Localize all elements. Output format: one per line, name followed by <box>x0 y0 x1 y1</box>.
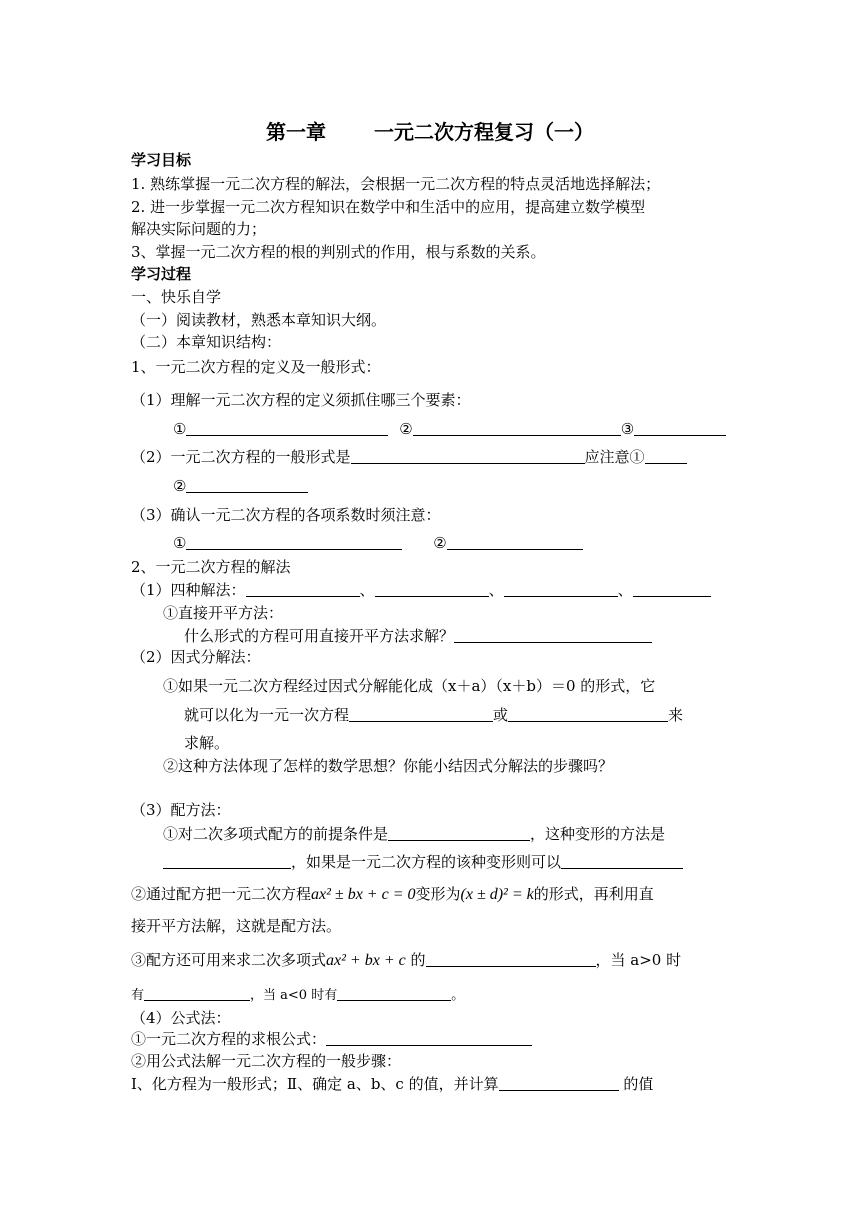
blank-element-2[interactable] <box>413 419 621 436</box>
part-2-3e: ③配方还可用来求二次多项式ax² + bx + c 的 ，当 a>0 时 <box>131 951 682 969</box>
blank-method-2[interactable] <box>375 580 489 597</box>
part-2-3d: 接开平方法解，这就是配方法。 <box>131 917 342 935</box>
blank-element-1[interactable] <box>186 419 388 436</box>
part-2-1b: 什么形式的方程可用直接开平方法求解？ <box>184 626 652 646</box>
blank-transform[interactable] <box>561 852 683 869</box>
note-2-row: ② <box>173 476 308 496</box>
blank-method-3[interactable] <box>504 580 618 597</box>
blank-extremum[interactable] <box>426 950 596 967</box>
process-heading: 学习过程 <box>131 265 192 283</box>
part-1-3: （3）确认一元二次方程的各项系数时须注意： <box>131 506 441 524</box>
part-2-3a: ①对二次多项式配方的前提条件是 ，这种变形的方法是 <box>163 825 666 843</box>
coef-row: ① ② <box>173 533 583 553</box>
elements-row: ① ② ③ <box>173 419 726 439</box>
blank-coef-2[interactable] <box>447 533 583 550</box>
part-2-4: （4）公式法： <box>131 1009 231 1027</box>
blank-note-1[interactable] <box>645 447 687 464</box>
goal-2a: 2. 进一步掌握一元二次方程知识在数学中和生活中的应用，提高建立数学模型 <box>131 198 646 216</box>
equation-general: ax² ± bx + c = 0 <box>311 886 416 903</box>
part-1-2: （2）一元二次方程的一般形式是 应注意① <box>131 447 687 467</box>
part-2-2b: 就可以化为一元一次方程 或 来 <box>184 706 684 724</box>
part-2-1a: ①直接开平方法： <box>163 604 284 622</box>
section-1-2: （二）本章知识结构： <box>131 333 282 351</box>
part-1: 1、一元二次方程的定义及一般形式： <box>131 358 381 376</box>
goals-heading: 学习目标 <box>131 151 192 169</box>
blank-precondition[interactable] <box>388 824 530 841</box>
part-2-3b: ，如果是一元二次方程的该种变形则可以 <box>163 852 683 872</box>
part-2-1: （1）四种解法： 、 、 、 <box>131 580 711 600</box>
blank-method-1[interactable] <box>246 580 360 597</box>
section-1-1: （一）阅读教材，熟悉本章知识大纲。 <box>131 311 387 329</box>
goal-3: 3、掌握一元二次方程的根的判别式的作用，根与系数的关系。 <box>131 243 546 261</box>
blank-method-4[interactable] <box>633 580 711 597</box>
chapter-title: 一元二次方程复习（一） <box>374 120 594 144</box>
part-2-2c: 求解。 <box>184 734 230 752</box>
part-2-4a: ①一元二次方程的求根公式： <box>131 1029 532 1049</box>
section-1: 一、快乐自学 <box>131 288 222 306</box>
blank-method-name[interactable] <box>163 852 291 869</box>
blank-discriminant[interactable] <box>499 1074 619 1091</box>
goal-2b: 解决实际问题的力； <box>131 220 267 238</box>
goal-1: 1. 熟练掌握一元二次方程的解法，会根据一元二次方程的特点灵活地选择解法； <box>131 175 661 193</box>
blank-element-3[interactable] <box>634 419 726 436</box>
part-2-2a: ①如果一元二次方程经过因式分解能化成（x＋a）（x＋b）＝0 的形式，它 <box>163 677 656 695</box>
blank-min[interactable] <box>144 984 250 1001</box>
part-2-4c: Ⅰ、化方程为一般形式；Ⅱ、确定 a、b、c 的值，并计算 的值 <box>131 1075 654 1093</box>
blank-direct-root[interactable] <box>454 626 652 643</box>
blank-linear-1[interactable] <box>349 705 493 722</box>
polynomial: ax² + bx + c <box>326 952 406 969</box>
chapter-label: 第一章 <box>266 120 326 144</box>
part-1-1: （1）理解一元二次方程的定义须抓住哪三个要素： <box>131 391 471 409</box>
blank-linear-2[interactable] <box>508 705 668 722</box>
part-2-3: （3）配方法： <box>131 801 231 819</box>
blank-root-formula[interactable] <box>326 1029 532 1046</box>
part-2-2: （2）因式分解法： <box>131 648 261 666</box>
blank-max[interactable] <box>337 984 451 1001</box>
part-2-2d: ②这种方法体现了怎样的数学思想？你能小结因式分解法的步骤吗？ <box>163 757 614 775</box>
page-title <box>0 116 860 145</box>
blank-coef-1[interactable] <box>186 533 402 550</box>
part-2: 2、一元二次方程的解法 <box>131 558 291 576</box>
blank-note-2[interactable] <box>186 476 308 493</box>
part-2-3c: ②通过配方把一元二次方程ax² ± bx + c = 0变形为(x ± d)² = k的形式，再利用直 <box>131 885 654 903</box>
part-2-4b: ②用公式法解一元二次方程的一般步骤： <box>131 1052 402 1070</box>
equation-completed: (x ± d)² = k <box>460 886 534 903</box>
blank-general-form[interactable] <box>351 447 585 464</box>
part-2-3f: 有 ，当 a<0 时有 。 <box>131 984 464 1006</box>
